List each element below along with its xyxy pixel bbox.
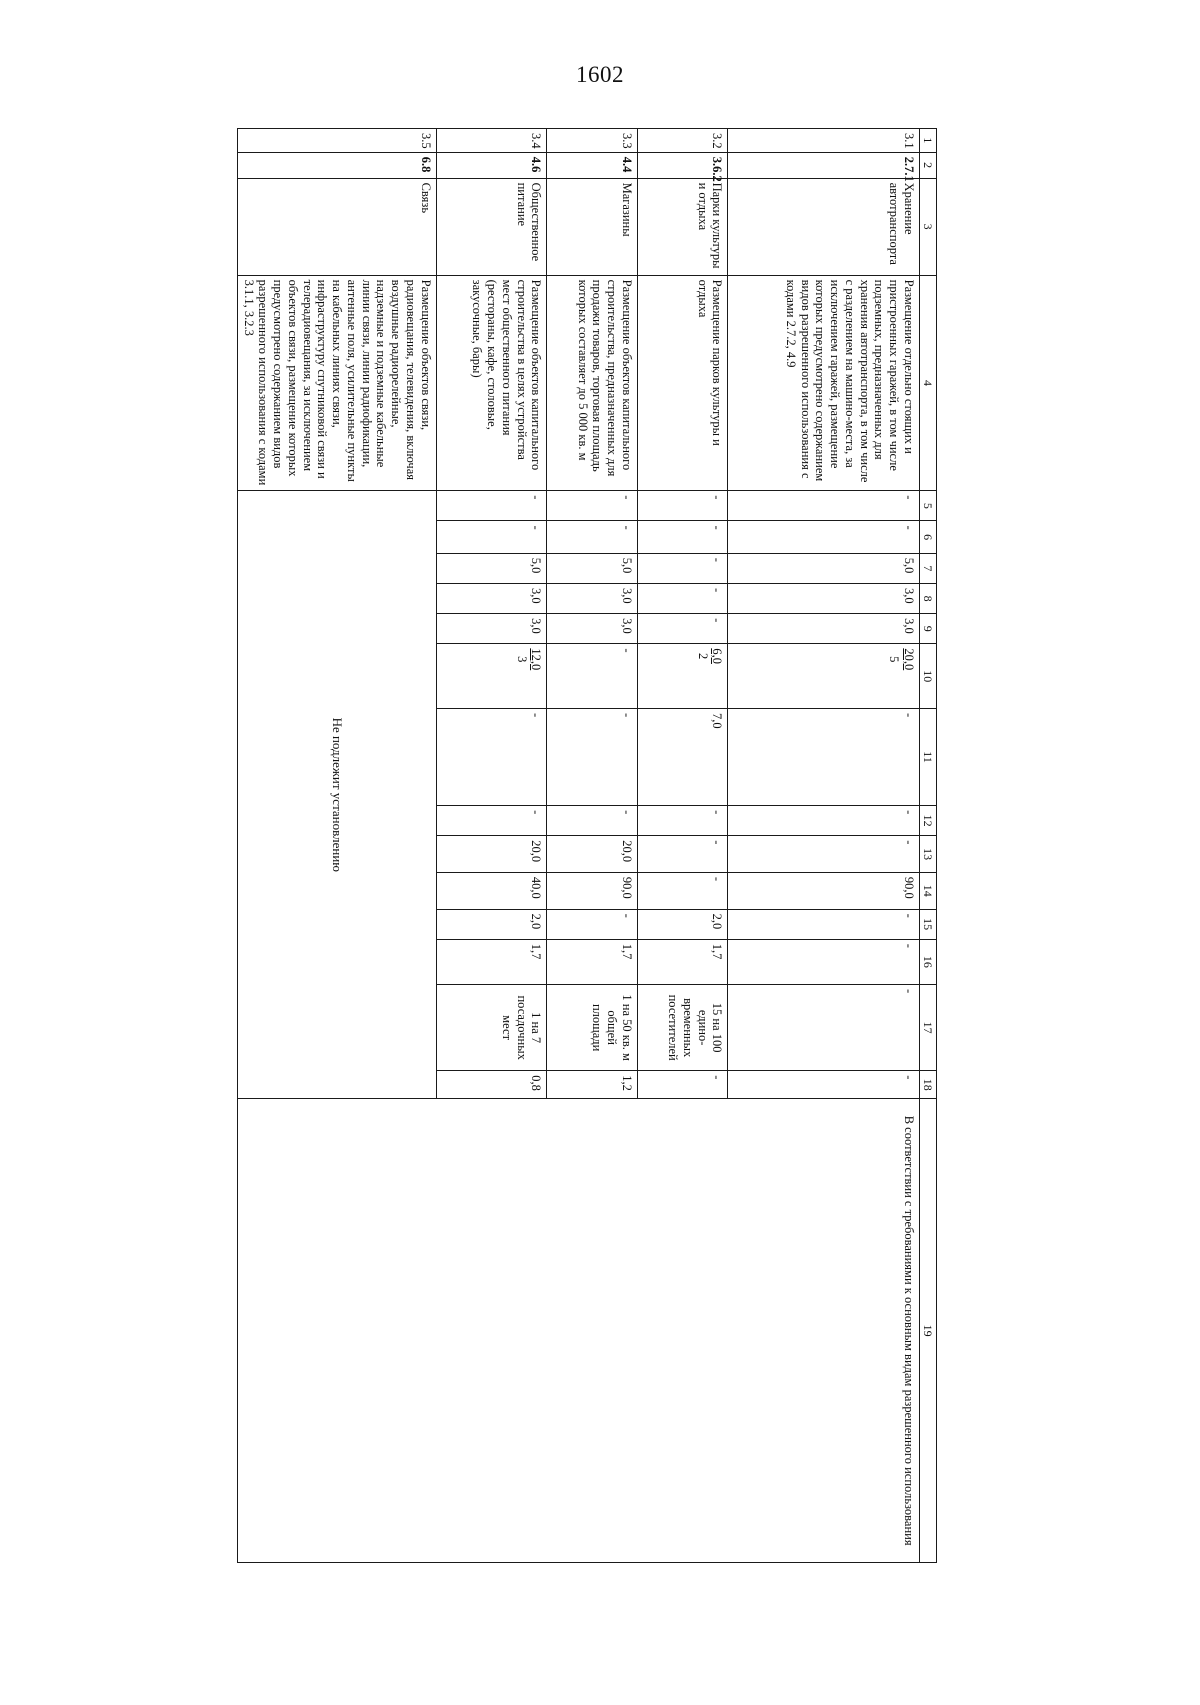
not-applicable-note: Не подлежит установлению — [238, 491, 437, 1099]
cell: - — [637, 583, 727, 613]
cell: 1 на 50 кв. м общей площади — [547, 985, 637, 1071]
use-description: Размещение объектов связи, радиовещания, телевидения, включая воздушные радиорелейные, надземные и подземные кабельные линии связи, линии радиофикации, антенные поля, усилительные пункты на кабельных линиях связи, инфраструктуру спутниковой связи и телерадиовещания, за исключением объектов связи, размещение которых предусмотрено содержанием видов разрешенного использования с кодами 3.1.1, 3.2.3 — [238, 275, 437, 491]
cell-fraction — [637, 644, 727, 709]
cell: - — [728, 521, 920, 553]
cell: - — [728, 709, 920, 806]
cell: - — [637, 1071, 727, 1099]
header-cell: 6 — [919, 521, 936, 553]
cell: 3,0 — [547, 614, 637, 644]
cell: 20,0 — [547, 836, 637, 873]
cell: 2,0 — [436, 909, 547, 939]
fraction-denominator: 3 — [514, 656, 529, 663]
cell: - — [637, 872, 727, 909]
use-description: Размещение отдельно стоящих и пристроенных гаражей, в том числе подземных, предназначенных для хранения автотранспорта, в том числе с разделением на машино-места, за исключением гаражей, размещение которых предусмотрено содержанием видов разрешенного использования с кодами 2.7.2, 4.9 — [728, 275, 920, 491]
cell: 5,0 — [728, 553, 920, 583]
use-description: Размещение парков культуры и отдыха — [637, 275, 727, 491]
use-code: 4.6 — [436, 152, 547, 178]
cell: - — [436, 806, 547, 836]
cell: 1,7 — [436, 939, 547, 984]
header-cell: 19 — [919, 1099, 936, 1563]
cell: - — [547, 909, 637, 939]
cell: 90,0 — [728, 872, 920, 909]
use-description: Размещение объектов капитального строительства в целях устройства мест общественного питания (рестораны, кафе, столовые, закусочные, бары) — [436, 275, 547, 491]
header-cell: 4 — [919, 275, 936, 491]
use-code: 6.8 — [238, 152, 437, 178]
cell: - — [637, 491, 727, 521]
cell: 90,0 — [547, 872, 637, 909]
header-cell: 13 — [919, 836, 936, 873]
table-row — [728, 129, 920, 1563]
use-code: 3.6.2 — [637, 152, 727, 178]
requirements-note: В соответствии с требованиями к основным видам разрешенного использования — [238, 1099, 920, 1563]
cell: 3,0 — [728, 583, 920, 613]
cell: - — [436, 521, 547, 553]
fraction-numerator: 20,0 — [901, 648, 916, 671]
cell: 3,0 — [728, 614, 920, 644]
cell: - — [728, 939, 920, 984]
fraction-numerator: 6,0 — [710, 648, 725, 664]
fraction-denominator: 2 — [695, 653, 710, 660]
page-number: 1602 — [576, 62, 624, 87]
cell: - — [728, 909, 920, 939]
cell: 3,0 — [436, 583, 547, 613]
header-cell: 3 — [919, 178, 936, 275]
cell: 15 на 100 едино-временных посетителей — [637, 985, 727, 1071]
cell: - — [637, 806, 727, 836]
header-cell: 9 — [919, 614, 936, 644]
use-name: Общественное питание — [436, 178, 547, 275]
cell: 5,0 — [547, 553, 637, 583]
cell: - — [547, 521, 637, 553]
use-description: Размещение объектов капитального строительства, предназначенных для продажи товаров, торговая площадь которых составляет до 5 000 кв. м — [547, 275, 637, 491]
header-cell: 16 — [919, 939, 936, 984]
cell: 1,7 — [547, 939, 637, 984]
cell: 1 на 7 посадочных мест — [436, 985, 547, 1071]
table-container — [237, 128, 937, 1563]
cell: - — [728, 806, 920, 836]
cell: - — [728, 1071, 920, 1099]
header-cell: 1 — [919, 129, 936, 153]
header-cell: 14 — [919, 872, 936, 909]
cell: 1,7 — [637, 939, 727, 984]
cell: - — [547, 806, 637, 836]
header-cell: 10 — [919, 644, 936, 709]
header-cell: 5 — [919, 491, 936, 521]
header-cell: 17 — [919, 985, 936, 1071]
cell: 1,2 — [547, 1071, 637, 1099]
cell: 5,0 — [436, 553, 547, 583]
use-name: Парки культуры и отдыха — [637, 178, 727, 275]
cell: 7,0 — [637, 709, 727, 806]
use-name: Магазины — [547, 178, 637, 275]
cell: 20,0 — [436, 836, 547, 873]
fraction-numerator: 12,0 — [529, 648, 544, 671]
cell: 3,0 — [547, 583, 637, 613]
cell-fraction — [436, 644, 547, 709]
header-cell: 18 — [919, 1071, 936, 1099]
header-cell: 11 — [919, 709, 936, 806]
row-number: 3.4 — [436, 129, 547, 153]
row-number: 3.5 — [238, 129, 437, 153]
header-cell: 2 — [919, 152, 936, 178]
row-number: 3.1 — [728, 129, 920, 153]
header-cell: 12 — [919, 806, 936, 836]
header-cell: 15 — [919, 909, 936, 939]
row-number: 3.3 — [547, 129, 637, 153]
cell: - — [547, 709, 637, 806]
use-name: Связь — [238, 178, 437, 275]
cell: - — [436, 709, 547, 806]
row-number: 3.2 — [637, 129, 727, 153]
use-code: 2.7.1 — [728, 152, 920, 178]
header-cell: 8 — [919, 583, 936, 613]
cell: - — [637, 553, 727, 583]
cell: - — [637, 614, 727, 644]
cell: - — [547, 491, 637, 521]
cell: - — [637, 521, 727, 553]
cell: 0,8 — [436, 1071, 547, 1099]
header-row — [919, 129, 936, 1563]
zoning-table — [237, 128, 937, 1563]
cell: - — [637, 836, 727, 873]
fraction-denominator: 5 — [887, 656, 902, 663]
cell: - — [728, 836, 920, 873]
cell: - — [547, 644, 637, 709]
cell: 40,0 — [436, 872, 547, 909]
header-cell: 7 — [919, 553, 936, 583]
cell: - — [728, 491, 920, 521]
use-name: Хранение автотранспорта — [728, 178, 920, 275]
cell-fraction — [728, 644, 920, 709]
cell: - — [436, 491, 547, 521]
cell: 3,0 — [436, 614, 547, 644]
cell: 2,0 — [637, 909, 727, 939]
use-code: 4.4 — [547, 152, 637, 178]
cell: - — [728, 985, 920, 1071]
